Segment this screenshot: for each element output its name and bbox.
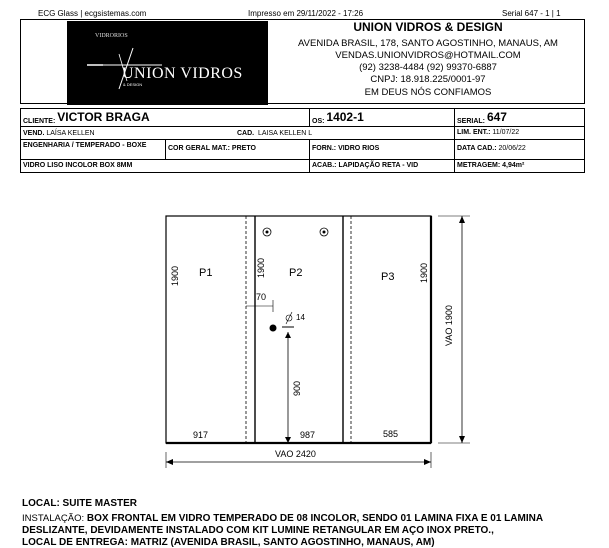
panel-label-p1: P1 [199,267,213,279]
installation-line1: BOX FRONTAL EM VIDRO TEMPERADO DE 08 INCOLOR, SENDO 01 LAMINA FIXA E 01 LAMINA [86,513,544,524]
logo-brand: UNION VIDROS [122,65,243,82]
eng-value: ENGENHARIA / TEMPERADO - BOXE [23,142,147,149]
os-label: OS: [312,118,325,125]
height-p3: 1900 [419,262,429,283]
metragem-label: METRAGEM: [457,162,501,169]
vao-height-label: VAO 1900 [444,305,454,346]
os-value: 1402-1 [326,110,364,124]
panel-label-p3: P3 [381,271,395,283]
frame-outline [166,216,431,443]
serial-label: SERIAL: [457,118,485,125]
lim-value: 11/07/22 [492,129,520,136]
cad-value: LAISA KELLEN L [258,130,313,137]
panel-label-p2: P2 [289,267,303,279]
datacad-label: DATA CAD.: [457,145,497,152]
cliente-value: VICTOR BRAGA [57,110,150,124]
delivery-location: LOCAL DE ENTREGA: MATRIZ (AVENIDA BRASIL, SANTO AGOSTINHO, MANAUS, AM) [22,537,435,548]
installation-block [22,513,543,524]
cor-label: COR GERAL MAT.: [168,145,230,152]
installation-line2: DESLIZANTE, DEVIDAMENTE INSTALADO COM KIT LUMINE RETANGULAR EM AÇO INOX PRETO., [22,525,494,536]
company-phones: (92) 3238-4484 (92) 99370-6887 [359,62,497,73]
logo-brand-small: VIDRORIOS [95,33,128,39]
vend-value: LAÍSA KELLEN [46,130,95,137]
local-label: LOCAL: SUITE MASTER [22,498,137,509]
vao-width-label: VAO 2420 [275,449,316,459]
cor-value: PRETO [231,145,256,152]
forn-value: VIDRO RIOS [338,145,380,152]
cad-label: CAD. [237,130,255,137]
diameter-icon [286,312,292,324]
lim-label: LIM. ENT.: [457,129,491,136]
hole-diameter: 14 [296,313,305,322]
company-motto: EM DEUS NÓS CONFIAMOS [364,87,492,98]
cliente-label: CLIENTE: [23,118,56,125]
print-source: ECG Glass | ecgsistemas.com [38,9,147,18]
forn-label: FORN.: [312,145,337,152]
vidro-value: VIDRO LISO INCOLOR BOX 8MM [23,162,133,169]
company-address: AVENIDA BRASIL, 178, SANTO AGOSTINHO, MANAUS, AM [298,38,558,49]
company-email: VENDAS.UNIONVIDROS@HOTMAIL.COM [335,50,521,61]
offset-value: 70 [256,292,267,302]
handle-height: 900 [292,380,302,396]
metragem-value: 4,94m² [502,162,525,169]
height-p2: 1900 [256,257,266,278]
print-date: Impresso em 29/11/2022 - 17:26 [248,9,364,18]
logo-tagline: & DESIGN [123,82,143,87]
installation-label: INSTALAÇÃO: [22,513,85,524]
serial-value: 647 [486,110,507,124]
width-p2: 987 [300,430,316,440]
company-cnpj: CNPJ: 18.918.225/0001-97 [370,74,486,85]
company-name: UNION VIDROS & DESIGN [353,20,503,34]
serial-page: Serial 647 - 1 | 1 [502,9,561,18]
width-p3: 585 [383,429,399,439]
datacad-value: 20/06/22 [498,145,526,152]
height-p1: 1900 [170,265,180,286]
acab-label: ACAB.: [312,162,337,169]
width-p1: 917 [193,430,209,440]
handle-hole-icon [270,325,277,332]
acab-value: LAPIDAÇÃO RETA - VID [338,162,419,169]
vend-label: VEND. [23,130,45,137]
